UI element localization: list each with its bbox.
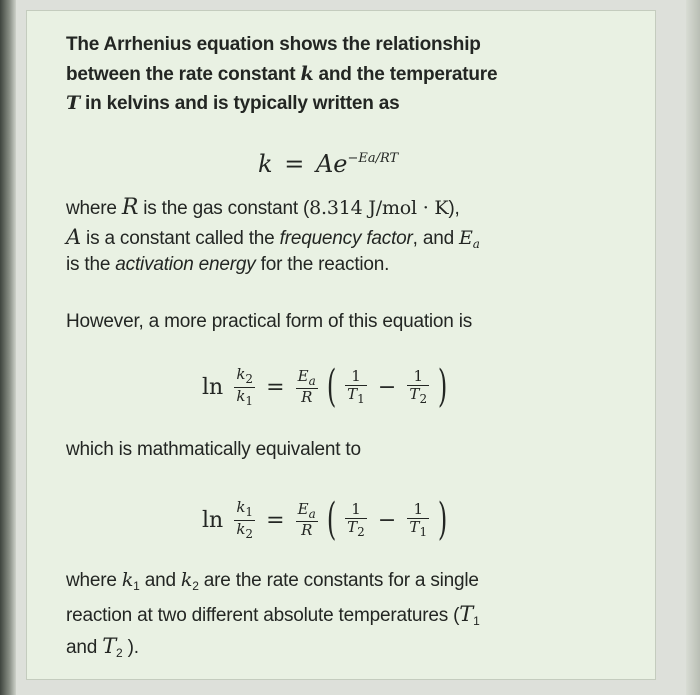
ratio-k1-k2: $\frac{k_1}{k_2}$ xyxy=(236,498,254,541)
photo-left-edge xyxy=(0,0,16,695)
photo-right-edge xyxy=(686,0,700,695)
ratio-k2-k1: $\frac{k_2}{k_1}$ xyxy=(236,365,254,408)
ratio-ea-r-2: $\frac{E_a}{R}$ xyxy=(297,500,316,540)
closing-line-3: and $T_2$ ). xyxy=(66,634,139,660)
definition-line-3: is the activation energy for the reaction. xyxy=(66,254,390,275)
intro-line-1: The Arrhenius equation shows the relationship xyxy=(66,34,481,55)
intro-line-3: T in kelvins and is typically written as xyxy=(66,92,400,114)
closing-line-1: where $k_1$ and $k_2$ are the rate constants for a single xyxy=(66,569,479,593)
definition-line-2: A is a constant called the frequency factor, and $E_a$ xyxy=(66,225,480,251)
arrhenius-equation: $k = Ae^{-Ea/RT}$ xyxy=(258,150,399,178)
intro-line-2: between the rate constant k and the temperature xyxy=(66,63,498,85)
closing-line-2: reaction at two different absolute temperatures ($T_1$ xyxy=(66,602,480,628)
ratio-ea-r: $\frac{E_a}{R}$ xyxy=(297,367,316,407)
two-point-equation-1: ln $\frac{k_2}{k_1}$ = $\frac{E_a}{R}$ ( $\frac{1}{T_1}$ − $\frac{1}{T_2}$ ) xyxy=(202,361,448,412)
equivalence-line: which is mathmatically equivalent to xyxy=(66,439,361,460)
two-point-equation-2: ln $\frac{k_1}{k_2}$ = $\frac{E_a}{R}$ ( $\frac{1}{T_2}$ − $\frac{1}{T_1}$ ) xyxy=(202,494,448,545)
practical-form-line: However, a more practical form of this equation is xyxy=(66,311,473,332)
definition-line-1: where R is the gas constant (8.314 J/mol · K), xyxy=(66,195,460,220)
